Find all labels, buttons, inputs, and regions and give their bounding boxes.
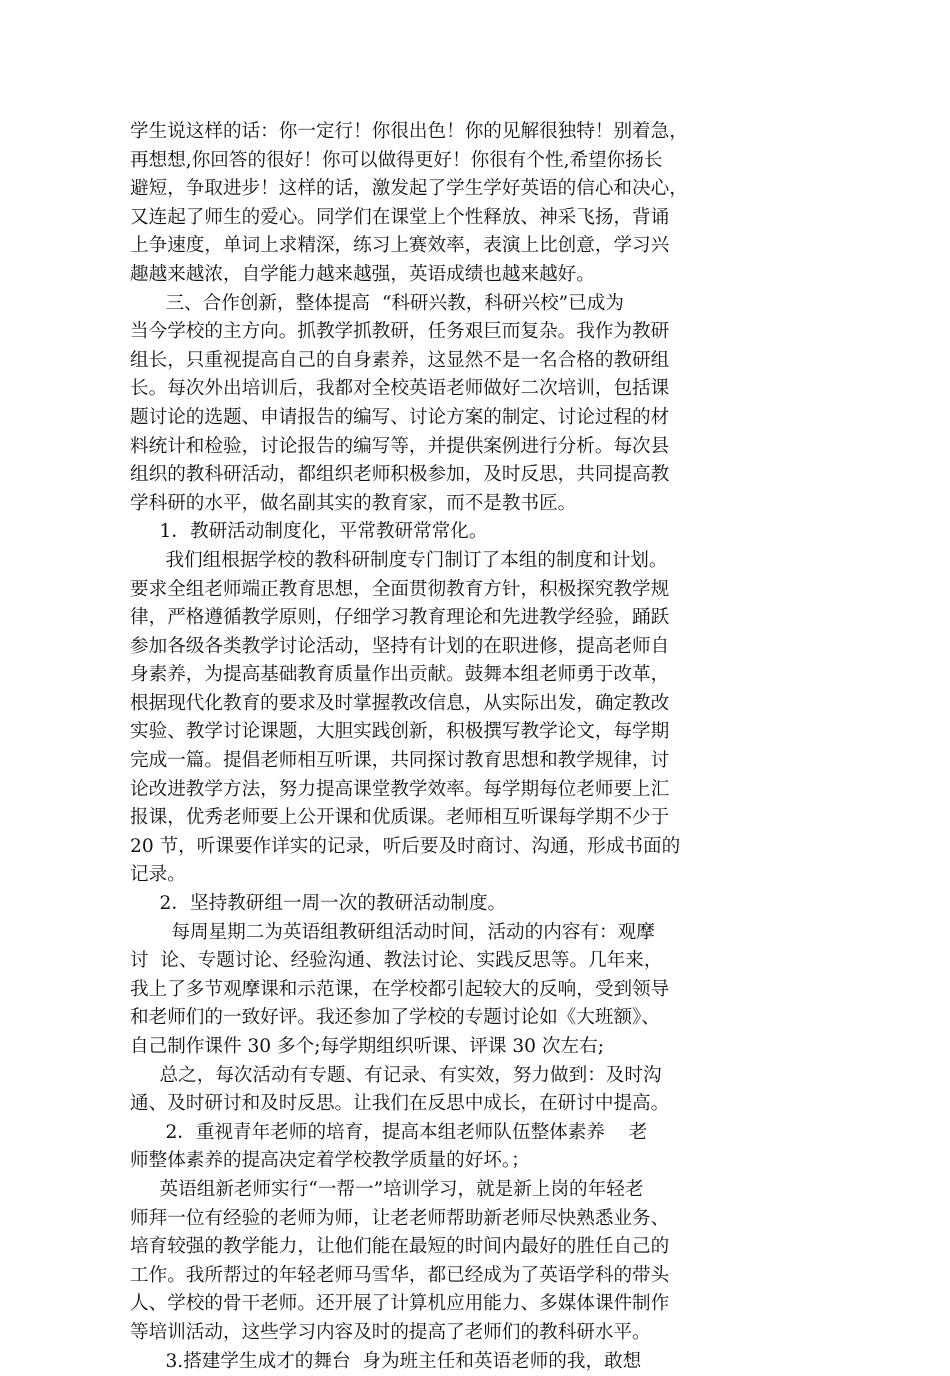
text-line: 我上了多节观摩课和示范课，在学校都引起较大的反响，受到领导 <box>130 978 670 1000</box>
text-line: 当今学校的主方向。抓教学抓教研，任务艰巨而复杂。我作为教研 <box>130 321 670 343</box>
text-line: 趣越来越浓，自学能力越来越强，英语成绩也越来越好。 <box>130 263 595 285</box>
text-line: 要求全组老师端正教育思想，全面贯彻教育方针，积极探究教学规 <box>130 578 670 600</box>
text-line: 人、学校的骨干老师。还开展了计算机应用能力、多媒体课件制作 <box>130 1293 670 1315</box>
text-line: 避短，争取进步！这样的话，激发起了学生学好英语的信心和决心， <box>130 178 688 200</box>
text-line: 每周星期二为英语组教研组活动时间，活动的内容有：观摩 <box>130 921 655 943</box>
text-line: 实验、教学讨论课题，大胆实践创新，积极撰写教学论文，每学期 <box>130 721 670 743</box>
text-line: 再想想,你回答的很好！你可以做得更好！你很有个性,希望你扬长 <box>130 149 663 171</box>
text-line: 又连起了师生的爱心。同学们在课堂上个性释放、神采飞扬，背诵 <box>130 206 670 228</box>
text-line: 完成一篇。提倡老师相互听课，共同探讨教育思想和教学规律，讨 <box>130 750 670 772</box>
document-page <box>130 118 820 1376</box>
text-line: 参加各级各类教学讨论活动，坚持有计划的在职进修，提高老师自 <box>130 635 670 657</box>
text-line: 师整体素养的提高决定着学校教学质量的好坏。； <box>130 1150 530 1172</box>
text-line: 论改进教学方法，努力提高课堂教学效率。每学期每位老师要上汇 <box>130 778 670 800</box>
text-line: 学生说这样的话：你一定行！你很出色！你的见解很独特！别着急， <box>130 121 688 142</box>
text-line: 总之，每次活动有专题、有记录、有实效，努力做到：及时沟 <box>130 1064 662 1086</box>
text-line: 师拜一位有经验的老师为师，让老老师帮助新老师尽快熟悉业务、 <box>130 1207 670 1229</box>
text-line: 英语组新老师实行“一帮一”培训学习，就是新上岗的年轻老 <box>130 1178 644 1200</box>
text-line: 组织的教科研活动，都组织老师积极参加，及时反思，共同提高教 <box>130 464 670 486</box>
text-line: 报课，优秀老师要上公开课和优质课。老师相互听课每学期不少于 <box>130 807 670 829</box>
text-line: 题讨论的选题、申请报告的编写、讨论方案的制定、讨论过程的材 <box>130 406 670 428</box>
text-line: 讨 论、专题讨论、经验沟通、教法讨论、实践反思等。几年来， <box>130 950 663 972</box>
subheading-line: 3.搭建学生成才的舞台 身为班主任和英语老师的我，敢想 <box>130 1350 642 1372</box>
text-line: 我们组根据学校的教科研制度专门制订了本组的制度和计划。 <box>130 549 668 571</box>
text-line: 上争速度，单词上求精深，练习上赛效率，表演上比创意，学习兴 <box>130 235 670 257</box>
subheading-line: 2．坚持教研组一周一次的教研活动制度。 <box>130 893 507 915</box>
text-line: 培育较强的教学能力，让他们能在最短的时间内最好的胜任自己的 <box>130 1236 670 1258</box>
text-line: 20 节，听课要作详实的记录，听后要及时商讨、沟通，形成书面的 <box>130 835 681 857</box>
text-line: 组长，只重视提高自己的自身素养，这显然不是一名合格的教研组 <box>130 349 670 371</box>
subheading-line: 1．教研活动制度化，平常教研常常化。 <box>130 521 488 543</box>
text-line: 和老师们的一致好评。我还参加了学校的专题讨论如《大班额》、 <box>130 1007 660 1029</box>
text-line: 学科研的水平，做名副其实的教育家，而不是教书匠。 <box>130 492 577 514</box>
text-line: 自己制作课件 30 多个;每学期组织听课、评课 30 次左右; <box>130 1036 604 1057</box>
section-heading-line: 三、合作创新，整体提高 “科研兴教，科研兴校”已成为 <box>130 292 624 314</box>
text-line: 料统计和检验，讨论报告的编写等，并提供案例进行分析。每次县 <box>130 435 670 457</box>
text-line: 等培训活动，这些学习内容及时的提高了老师们的教科研水平。 <box>130 1321 651 1343</box>
subheading-line: 2．重视青年老师的培育，提高本组老师队伍整体素养 老 <box>130 1121 648 1143</box>
text-line: 工作。我所帮过的年轻老师马雪华，都已经成为了英语学科的带头 <box>130 1264 670 1286</box>
text-line: 身素养，为提高基础教育质量作出贡献。鼓舞本组老师勇于改革， <box>130 664 670 686</box>
text-line: 长。每次外出培训后，我都对全校英语老师做好二次培训，包括课 <box>130 378 670 400</box>
text-line: 记录。 <box>130 864 186 886</box>
text-line: 律，严格遵循教学原则，仔细学习教育理论和先进教学经验，踊跃 <box>130 607 670 629</box>
text-line: 根据现代化教育的要求及时掌握教改信息，从实际出发，确定教改 <box>130 692 670 714</box>
text-line: 通、及时研讨和及时反思。让我们在反思中成长，在研讨中提高。 <box>130 1093 670 1115</box>
